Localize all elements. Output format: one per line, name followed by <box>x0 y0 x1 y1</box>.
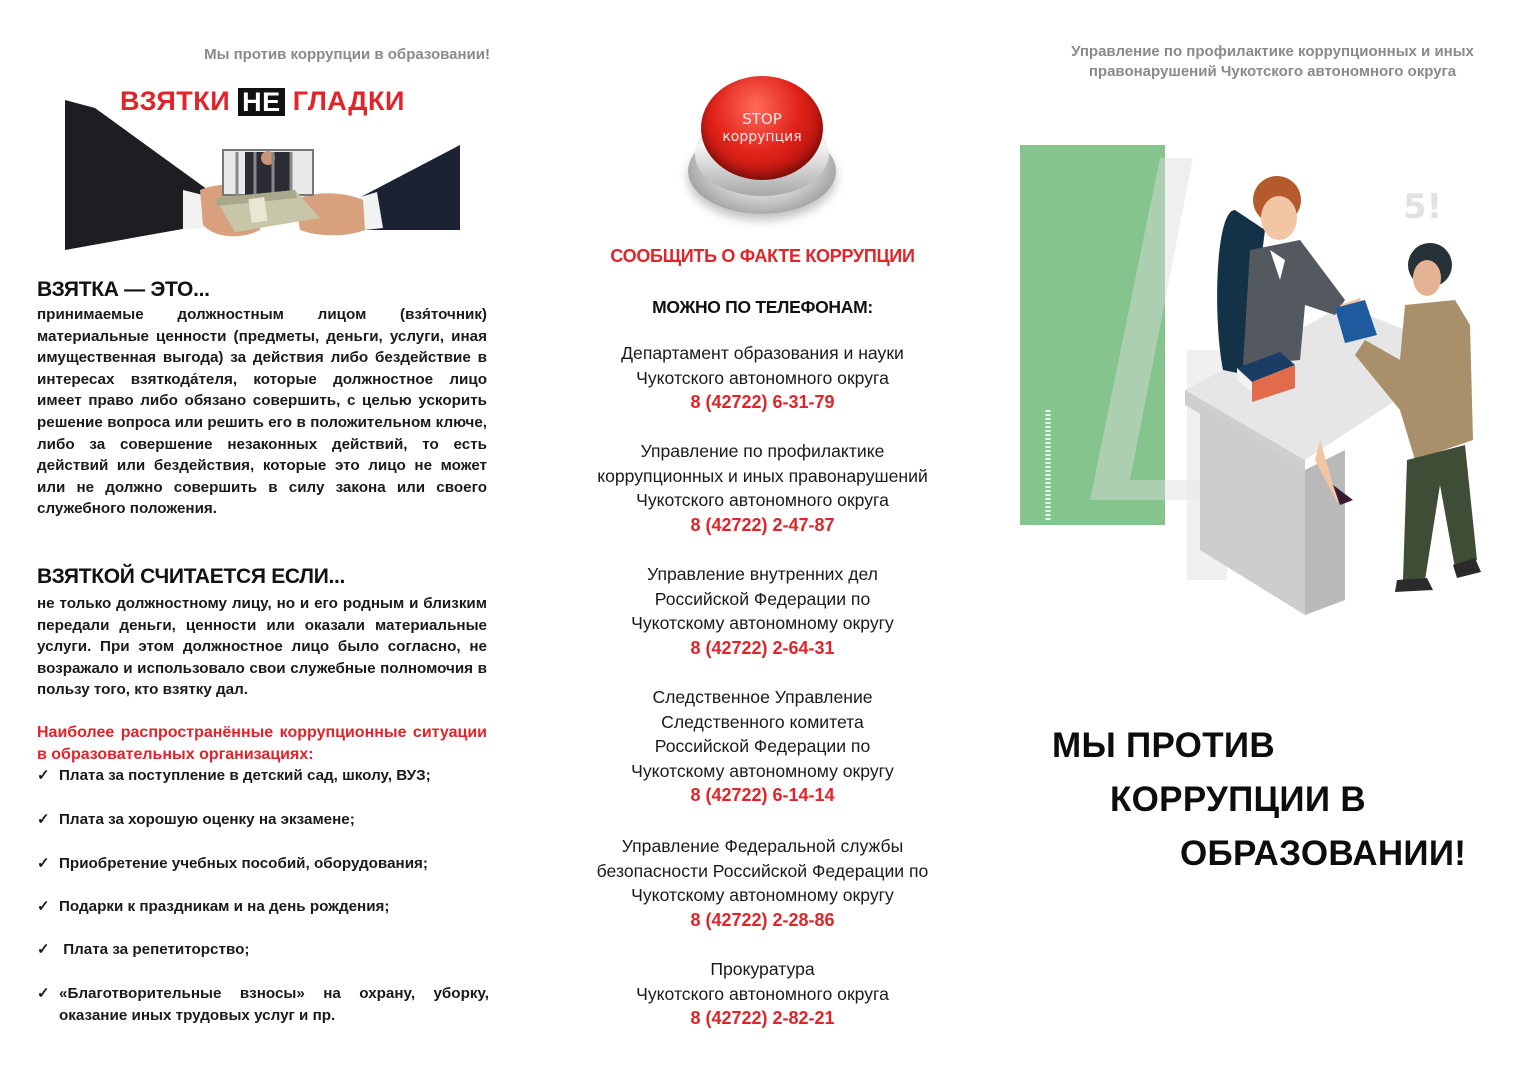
check-icon: ✓ <box>37 941 50 958</box>
hands-exchanging-money-image <box>65 80 460 250</box>
office-scene <box>1015 140 1485 630</box>
check-icon: ✓ <box>37 985 50 1002</box>
list-item-text: Плата за репетиторство; <box>59 941 250 958</box>
section-bribe-definition-text: принимаемые должностным лицом (взя́точник) материальные ценности (предметы, деньги, услуги, иная имущественная выгода) за действия либо бездействие в интересах взяткода́теля, которые должностное лицо имеет право либо обязано совершить, с целью ускорить решение вопроса или решить его в положительном ключе, либо за совершение незаконных действий, то есть действий или бездействия, которые это лицо не может или не должно совершить в силу закона или своего служебного положения. <box>37 306 487 518</box>
corruption-label: коррупция <box>722 129 802 145</box>
contact-org: Следственное Управление Следственного комитета Российской Федерации по Чукотскому автономному округу <box>631 687 894 781</box>
list-item-text: Приобретение учебных пособий, оборудования; <box>59 855 428 872</box>
list-item-text: Подарки к праздникам и на день рождения; <box>59 898 390 915</box>
hero-title-part2: ГЛАДКИ <box>292 86 405 116</box>
contact-phone[interactable]: 8 (42722) 2-64-31 <box>690 637 835 658</box>
list-item <box>37 983 489 1026</box>
stop-corruption-button-image <box>685 70 840 220</box>
contact-block <box>555 834 970 932</box>
office-desk-illustration <box>1015 140 1485 630</box>
contact-block <box>555 562 970 660</box>
check-icon: ✓ <box>37 898 50 915</box>
main-title-line1: МЫ ПРОТИВ <box>1052 726 1275 765</box>
list-item-text: Плата за поступление в детский сад, школу, ВУЗ; <box>59 767 431 784</box>
contact-block <box>555 341 970 415</box>
section-bribe-definition-title: ВЗЯТКА — ЭТО... <box>37 278 210 301</box>
contact-phone[interactable]: 8 (42722) 2-28-86 <box>690 909 835 930</box>
contact-org: Управление внутренних дел Российской Федерации по Чукотскому автономному округу <box>631 564 894 634</box>
list-item <box>37 896 489 918</box>
right-top-caption <box>1040 42 1505 82</box>
check-icon: ✓ <box>37 767 50 784</box>
list-item <box>37 765 489 787</box>
contact-block <box>555 439 970 537</box>
contact-phone[interactable]: 8 (42722) 2-82-21 <box>690 1008 835 1029</box>
left-top-caption: Мы против коррупции в образовании! <box>204 46 490 63</box>
hero-title-part1: ВЗЯТКИ <box>120 86 231 116</box>
contact-org: Управление по профилактике коррупционных и иных правонарушений Чукотского автономного округа <box>597 441 928 511</box>
section-bribe-considered-title: ВЗЯТКОЙ СЧИТАЕТСЯ ЕСЛИ... <box>37 565 346 588</box>
main-title-line2: КОРРУПЦИИ В <box>1110 780 1366 819</box>
situations-intro: Наиболее распространённые коррупционные ситуации в образовательных организациях: <box>37 724 487 763</box>
right-top-caption-line1: Управление по профилактике коррупционных и иных <box>1071 43 1474 60</box>
list-item <box>37 939 489 961</box>
check-icon: ✓ <box>37 855 50 872</box>
section-bribe-considered-text: не только должностному лицу, но и его родным и близким передали деньги, ценности или оказали материальные услуги. При этом должностное лицо было согласно, не возражало и использовало свои служебные полномочия в пользу того, кто взятку дал. <box>37 595 487 699</box>
contact-phone[interactable]: 8 (42722) 6-31-79 <box>690 392 835 413</box>
contact-block <box>555 685 970 808</box>
main-title-line3: ОБРАЗОВАНИИ! <box>1180 834 1467 873</box>
contact-phone[interactable]: 8 (42722) 6-14-14 <box>690 785 835 806</box>
hero-title-highlight: НЕ <box>238 88 285 116</box>
contact-phone[interactable]: 8 (42722) 2-47-87 <box>690 514 835 535</box>
report-title: СООБЩИТЬ О ФАКТЕ КОРРУПЦИИ <box>610 246 915 266</box>
check-icon: ✓ <box>37 811 50 828</box>
grade-mark: 5! <box>1403 187 1443 227</box>
button-cap <box>701 76 823 180</box>
contact-org: Прокуратура Чукотского автономного округа <box>636 959 889 1004</box>
list-item <box>37 853 489 875</box>
stop-label: STOP <box>742 110 782 128</box>
list-item-text: «Благотворительные взносы» на охрану, уборку, оказание иных трудовых услуг и пр. <box>59 985 489 1024</box>
contact-org: Управление Федеральной службы безопасности Российской Федерации по Чукотскому автономному округу <box>596 836 929 906</box>
list-item <box>37 809 489 831</box>
right-top-caption-line2: правонарушений Чукотского автономного округа <box>1088 63 1457 80</box>
list-item-text: Плата за хорошую оценку на экзамене; <box>59 811 355 828</box>
phones-label: МОЖНО ПО ТЕЛЕФОНАМ: <box>652 297 873 317</box>
hero-title <box>120 86 405 117</box>
contact-block <box>555 957 970 1031</box>
contact-org: Департамент образования и науки Чукотского автономного округа <box>621 343 904 388</box>
